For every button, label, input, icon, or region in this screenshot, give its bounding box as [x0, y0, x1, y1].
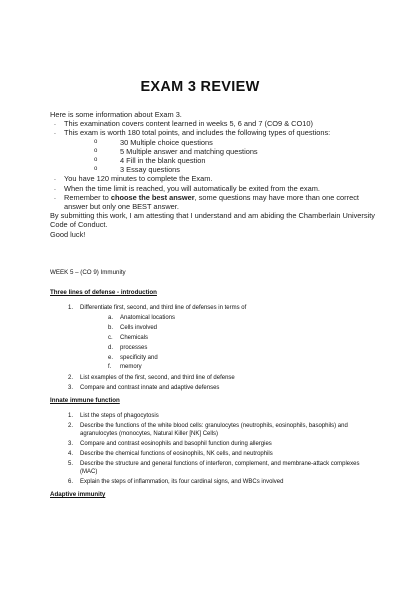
- bullet-marker: .: [54, 184, 56, 192]
- circle-bullet-icon: o: [94, 157, 98, 164]
- circle-bullet-icon: o: [94, 147, 98, 154]
- bullet-text: This examination covers content learned in weeks 5, 6 and 7 (CO9 & CO10): [64, 119, 313, 129]
- list-item-text: Describe the structure and general functions of interferon, complement, and membrane-attack complexes (MAC): [80, 460, 360, 475]
- good-luck-text: Good luck!: [50, 229, 86, 239]
- bullet-marker: .: [54, 129, 56, 137]
- sublist-item: [108, 324, 368, 332]
- defense-list: [68, 304, 368, 314]
- sublist-letter: b.: [108, 324, 114, 331]
- question-type-item: [94, 165, 380, 174]
- bullet-marker: .: [54, 120, 56, 128]
- list-item: [68, 440, 368, 448]
- sublist-item: [108, 334, 368, 342]
- defense-list-continued: [68, 374, 368, 394]
- intro-lead: Here is some information about Exam 3.: [50, 110, 182, 119]
- attestation-text: By submitting this work, I am attesting that I understand and am abiding the Chamberlain University Code of Conduct.: [50, 211, 375, 230]
- sublist-item: [108, 363, 368, 371]
- sublist-item-text: memory: [120, 364, 142, 371]
- list-item: [68, 374, 368, 382]
- question-type-text: 4 Fill in the blank question: [120, 156, 206, 166]
- sublist-item: [108, 354, 368, 362]
- question-type-text: 5 Multiple answer and matching questions: [120, 146, 258, 156]
- list-item: [68, 478, 368, 486]
- list-item-text: Compare and contrast eosinophils and basophil function during allergies: [80, 440, 272, 447]
- circle-bullet-icon: o: [94, 166, 98, 173]
- sublist-item-text: specificity and: [120, 354, 158, 361]
- question-type-item: [94, 156, 380, 165]
- list-item: [68, 384, 368, 392]
- sublist-item: [108, 344, 368, 352]
- remember-suffix: , some questions may have more than one correct answer but only one BEST answer.: [64, 192, 359, 212]
- bullet-text: [64, 193, 380, 211]
- bullet-item: [54, 174, 380, 183]
- innate-list: [68, 412, 368, 488]
- list-item-text: List examples of the first, second, and third line of defense: [80, 375, 235, 381]
- list-number: 1.: [68, 305, 74, 311]
- sublist-item-text: processes: [120, 344, 148, 351]
- sublist-letter: d.: [108, 344, 114, 351]
- sublist-letter: a.: [108, 315, 114, 321]
- list-item-text: Compare and contrast innate and adaptive defenses: [80, 384, 220, 391]
- sublist-item-text: Cells involved: [120, 324, 158, 331]
- exam-info: [50, 110, 380, 239]
- section-heading-defense: Three lines of defense - introduction: [50, 289, 157, 296]
- list-item: [68, 460, 368, 476]
- list-number: 5.: [68, 460, 74, 467]
- defense-sublist: [68, 314, 368, 372]
- bullet-marker: .: [54, 193, 56, 201]
- bullet-marker: .: [54, 175, 56, 183]
- bullet-text: This exam is worth 180 total points, and includes the following types of questions:: [64, 128, 331, 138]
- circle-bullet-icon: o: [94, 138, 98, 145]
- remember-emphasis: choose the best answer: [110, 192, 195, 202]
- list-number: 6.: [68, 478, 74, 485]
- remember-prefix: Remember to: [64, 192, 111, 202]
- list-item: [68, 412, 368, 420]
- list-number: 2.: [68, 422, 74, 429]
- list-number: 1.: [68, 413, 74, 419]
- bullet-item: [54, 184, 380, 193]
- list-number: 2.: [68, 375, 74, 381]
- list-item-text: Describe the functions of the white blood cells: granulocytes (neutrophils, eosinophils, basophils) and agranulocytes (monocytes, Natural Killer [NK] Cells): [80, 422, 348, 437]
- bullet-item: [54, 128, 380, 137]
- question-type-text: 3 Essay questions: [120, 165, 180, 175]
- page-title: EXAM 3 REVIEW: [140, 79, 260, 95]
- question-type-item: [94, 138, 380, 147]
- bullet-item: [54, 119, 380, 128]
- list-item-text: Explain the steps of inflammation, its four cardinal signs, and WBCs involved: [80, 478, 284, 485]
- list-item: [68, 422, 368, 438]
- sublist-letter: c.: [108, 334, 113, 341]
- sublist-item-text: Anatomical locations: [120, 315, 176, 321]
- list-number: 3.: [68, 384, 74, 391]
- bullet-text: You have 120 minutes to complete the Exam.: [64, 174, 213, 184]
- list-item: [68, 304, 368, 312]
- bullet-item: [54, 193, 380, 211]
- bullet-text: When the time limit is reached, you will automatically be exited from the exam.: [64, 183, 320, 193]
- sublist-item: [108, 314, 368, 322]
- week-heading: WEEK 5 – (CO 9) Immunity: [50, 269, 126, 276]
- question-type-item: [94, 147, 380, 156]
- list-item-text: Describe the chemical functions of eosinophils, NK cells, and neutrophils: [80, 450, 273, 457]
- section-heading-innate: Innate immune function: [50, 397, 120, 404]
- sublist-letter: f.: [108, 364, 112, 371]
- question-type-text: 30 Multiple choice questions: [120, 137, 213, 147]
- list-number: 4.: [68, 450, 74, 457]
- list-item-text: Differentiate first, second, and third line of defenses in terms of: [80, 305, 247, 311]
- list-number: 3.: [68, 440, 74, 447]
- sublist-letter: e.: [108, 354, 114, 361]
- sublist-item-text: Chemicals: [120, 334, 149, 341]
- section-heading-adaptive: Adaptive immunity: [50, 491, 106, 498]
- list-item-text: List the steps of phagocytosis: [80, 413, 159, 419]
- list-item: [68, 450, 368, 458]
